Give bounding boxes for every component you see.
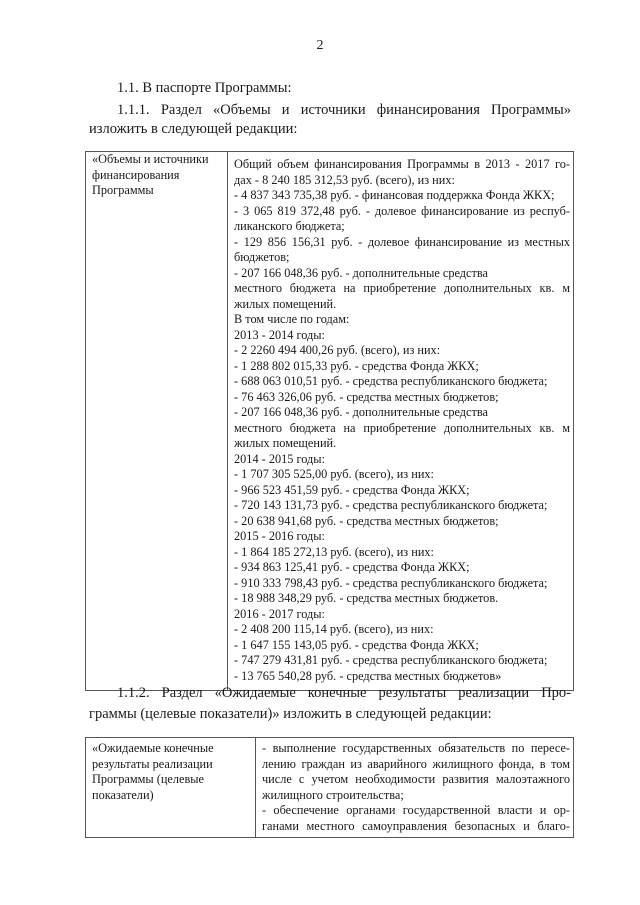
text-line: жилых помещений.: [234, 436, 337, 450]
text-line: - 3 065 819 372,48 руб. - долевое финансирование из респуб-: [234, 203, 570, 218]
text-line: дах - 8 240 185 312,53 руб. (всего), из них:: [234, 172, 455, 187]
text-line: - 207 166 048,36 руб. - дополнительные средства: [234, 265, 488, 280]
text-line: 2016 - 2017 годы:: [234, 606, 325, 621]
text-line: финансирования: [92, 167, 180, 182]
text-line: - 934 863 125,41 руб. - средства Фонда ЖКХ;: [234, 560, 470, 574]
paragraph-1-1-2-cont: граммы (целевые показатели)» изложить в следующей редакции:: [89, 706, 492, 722]
text-line: - 1 707 305 525,00 руб. (всего), из них:: [234, 467, 434, 481]
text-line: Программы (целевые: [92, 772, 204, 786]
text-line: - 2 2260 494 400,26 руб. (всего), из них:: [234, 343, 441, 357]
text-line: - 76 463 326,06 руб. - средства местных бюджетов;: [234, 389, 499, 404]
content-cell: [228, 152, 574, 691]
content-cell: [256, 738, 574, 838]
text-line: - выполнение государственных обязательств по пересе-: [262, 741, 570, 755]
text-line: бюджетов;: [234, 250, 290, 264]
text-line: показатели): [92, 787, 154, 802]
text-line: 2015 - 2016 годы:: [234, 529, 325, 543]
text-line: «Ожидаемые конечные: [92, 741, 214, 755]
label-cell: [86, 738, 256, 838]
text-line: - 966 523 451,59 руб. - средства Фонда ЖКХ;: [234, 482, 470, 497]
text-line: - 1 647 155 143,05 руб. - средства Фонда ЖКХ;: [234, 637, 479, 652]
text-line: результаты реализации: [92, 756, 213, 771]
text-line: ликанского бюджета;: [234, 219, 345, 233]
paragraph-line: 1.1.1. Раздел «Объемы и источники финансирования Программы»: [117, 102, 571, 118]
text-line: В том числе по годам:: [234, 312, 350, 326]
text-line: - 1 288 802 015,33 руб. - средства Фонда ЖКХ;: [234, 358, 479, 373]
text-line: 2014 - 2015 годы:: [234, 451, 325, 466]
text-line: числе с учетом необходимости развития малоэтажного: [262, 772, 570, 786]
table-row: [86, 152, 574, 691]
text-line: жилищного строительства;: [262, 787, 404, 802]
text-line: местного бюджета на приобретение дополнительных кв. м: [234, 420, 570, 435]
text-line: - обеспечение органами государственной власти и ор-: [262, 803, 570, 817]
paragraph-1-1-2: [117, 684, 571, 703]
text-line: - 688 063 010,51 руб. - средства республиканского бюджета;: [234, 374, 548, 388]
text-line: - 1 864 185 272,13 руб. (всего), из них:: [234, 544, 434, 559]
text-line: лению граждан из аварийного жилищного фонда, в том: [262, 756, 570, 771]
text-line: - 129 856 156,31 руб. - долевое финансирование из местных: [234, 234, 570, 249]
text-line: - 4 837 343 735,38 руб. - финансовая поддержка Фонда ЖКХ;: [234, 188, 555, 202]
text-line: Общий объем финансирования Программы в 2013 - 2017 го-: [234, 157, 570, 171]
text-line: - 910 333 798,43 руб. - средства республиканского бюджета;: [234, 575, 548, 590]
text-line: местного бюджета на приобретение дополнительных кв. м: [234, 281, 570, 295]
text-line: 2013 - 2014 годы:: [234, 327, 325, 342]
text-line: - 13 765 540,28 руб. - средства местных бюджетов»: [234, 668, 502, 683]
text-line: - 18 988 348,29 руб. - средства местных бюджетов.: [234, 591, 499, 605]
paragraph-1-1: 1.1. В паспорте Программы:: [117, 80, 292, 96]
text-line: ганами местного самоуправления безопасных и благо-: [262, 818, 570, 833]
text-line: - 20 638 941,68 руб. - средства местных бюджетов;: [234, 513, 499, 528]
table-row: [86, 738, 574, 838]
text-line: - 2 408 200 115,14 руб. (всего), из них:: [234, 622, 434, 636]
paragraph-1-1-1-cont: изложить в следующей редакции:: [89, 121, 298, 137]
financing-table: [85, 151, 574, 691]
text-line: Программы: [92, 183, 154, 197]
page-number: 2: [316, 38, 324, 53]
paragraph-1-1-1: [117, 101, 571, 120]
text-line: - 207 166 048,36 руб. - дополнительные средства: [234, 405, 488, 419]
text-line: «Объемы и источники: [92, 152, 209, 166]
results-table: [85, 737, 574, 838]
paragraph-line: 1.1.2. Раздел «Ожидаемые конечные результаты реализации Про-: [117, 685, 571, 701]
text-line: - 747 279 431,81 руб. - средства республиканского бюджета;: [234, 653, 548, 667]
text-line: жилых помещений.: [234, 296, 337, 311]
label-cell: [86, 152, 228, 691]
text-line: - 720 143 131,73 руб. - средства республиканского бюджета;: [234, 498, 548, 512]
